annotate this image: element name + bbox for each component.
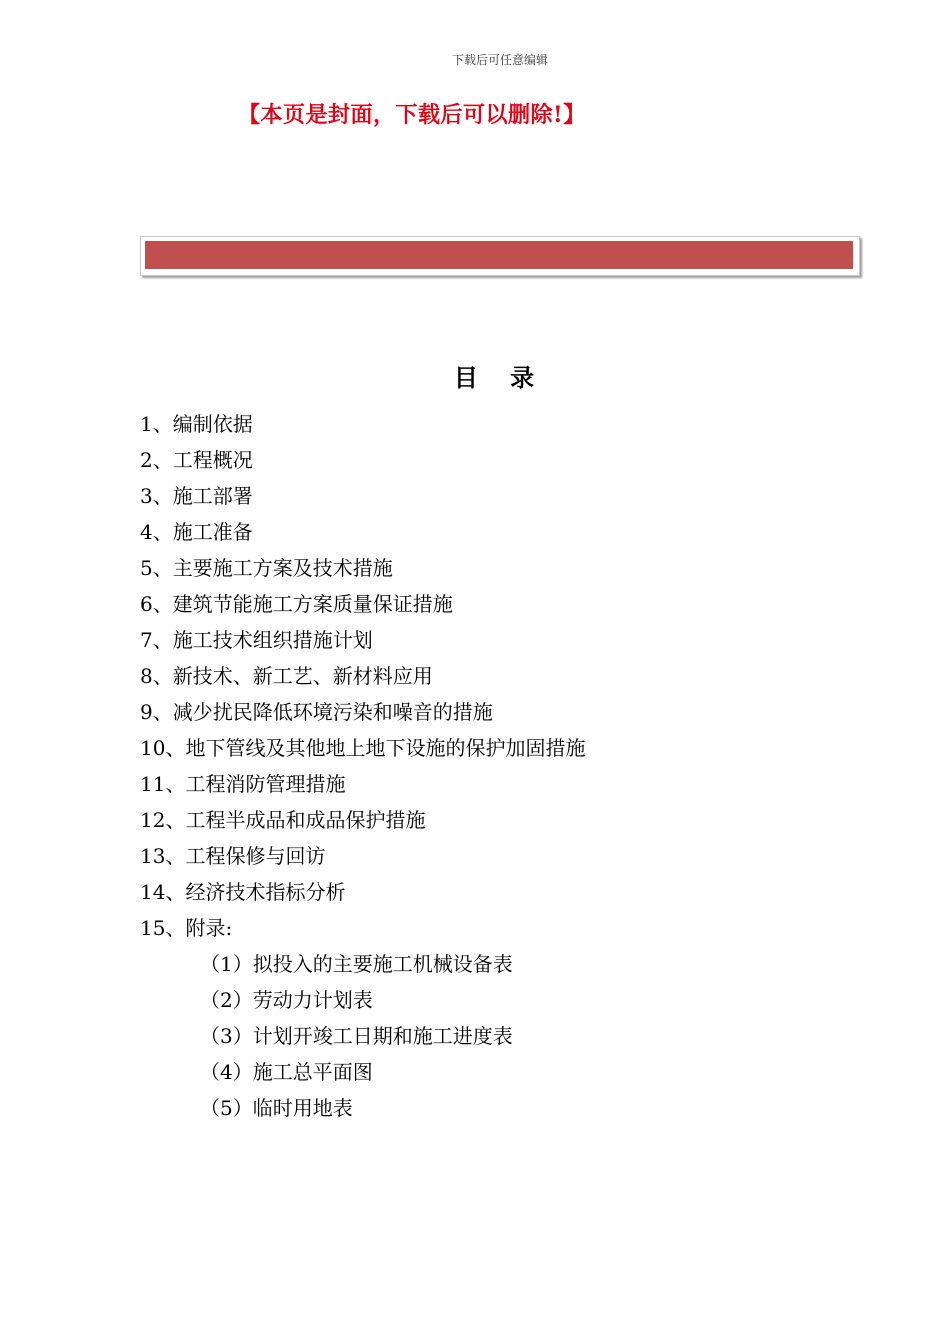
toc-item[interactable]: 3、施工部署	[140, 484, 253, 508]
toc-item[interactable]: 5、主要施工方案及技术措施	[140, 556, 393, 580]
toc-item[interactable]: 11、工程消防管理措施	[140, 772, 346, 796]
toc-item[interactable]: 9、减少扰民降低环境污染和噪音的措施	[140, 700, 493, 724]
title-banner	[140, 236, 860, 276]
title-banner-fill	[145, 241, 853, 269]
toc-item[interactable]: 2、工程概况	[140, 448, 253, 472]
header-note: 下载后可任意编辑	[451, 53, 548, 67]
toc-subitem[interactable]: （5）临时用地表	[200, 1096, 353, 1120]
toc-subitem[interactable]: （2）劳动力计划表	[200, 988, 373, 1012]
toc-item[interactable]: 12、工程半成品和成品保护措施	[140, 808, 426, 832]
toc-subitem[interactable]: （3）计划开竣工日期和施工进度表	[200, 1024, 513, 1048]
toc-item[interactable]: 7、施工技术组织措施计划	[140, 628, 373, 652]
toc-list	[140, 408, 900, 1128]
cover-notice: 【本页是封面，下载后可以删除!】	[238, 102, 586, 128]
toc-item[interactable]: 8、新技术、新工艺、新材料应用	[140, 664, 433, 688]
toc-item[interactable]: 13、工程保修与回访	[140, 844, 326, 868]
toc-item[interactable]: 6、建筑节能施工方案质量保证措施	[140, 592, 453, 616]
toc-subitem[interactable]: （4）施工总平面图	[200, 1060, 373, 1084]
toc-item[interactable]: 1、编制依据	[140, 412, 253, 436]
toc-item[interactable]: 4、施工准备	[140, 520, 253, 544]
toc-item[interactable]: 14、经济技术指标分析	[140, 880, 346, 904]
toc-item[interactable]: 10、地下管线及其他地上地下设施的保护加固措施	[140, 736, 586, 760]
toc-title: 目 录	[453, 363, 547, 392]
toc-item[interactable]: 15、附录:	[140, 916, 233, 940]
toc-subitem[interactable]: （1）拟投入的主要施工机械设备表	[200, 952, 513, 976]
